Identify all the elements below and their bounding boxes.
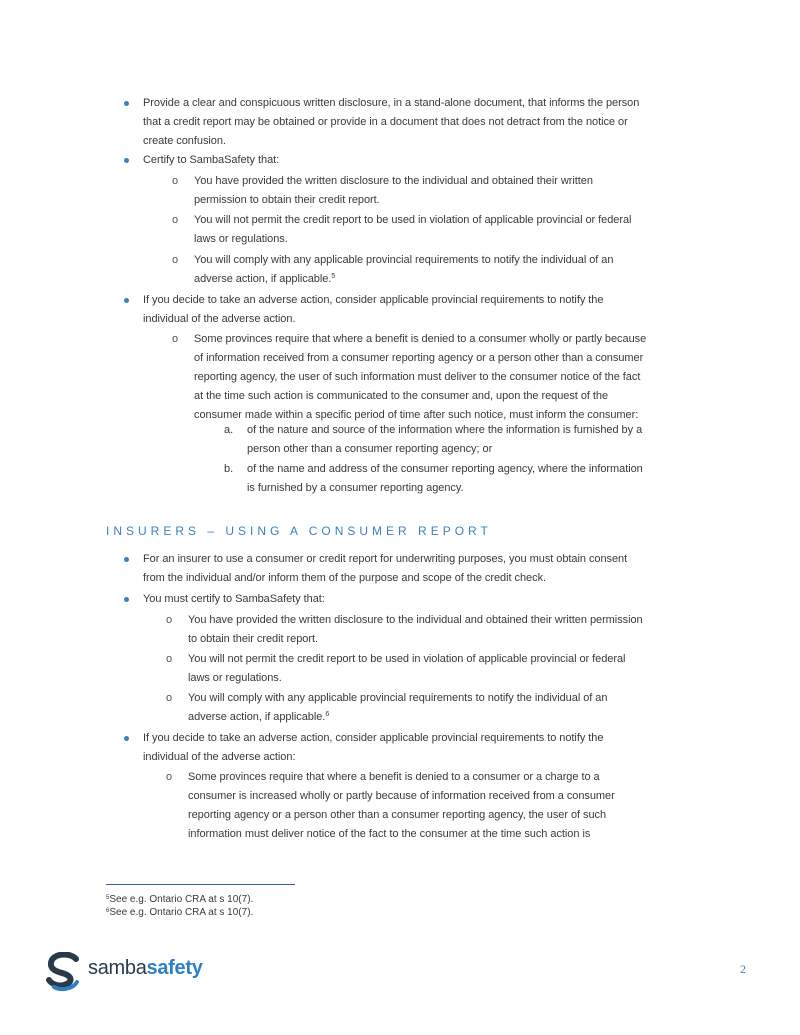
sub-bullet-icon: o bbox=[166, 771, 173, 783]
sub-bullet-icon: o bbox=[172, 333, 179, 345]
sub-bullet-icon: o bbox=[166, 653, 173, 665]
paragraph: If you decide to take an adverse action, consider applicable provincial requirements to notify the individual of the adverse action. bbox=[143, 294, 604, 325]
bullet-icon bbox=[124, 101, 129, 106]
paragraph: Some provinces require that where a benefit is denied to a consumer wholly or partly because of information received from a consumer reporting agency or a person other than a consumer reporting agency, the user of such information must deliver to the consumer notice of the fact at the time such action is communicated to the consumer and, upon the request of the consumer made within a specific period of time after such notice, must inform the consumer: bbox=[194, 333, 647, 421]
footnote-ref: 5 bbox=[331, 273, 336, 280]
footnote: $^6$See e.g. Ontario CRA at s 10(7). bbox=[106, 907, 254, 918]
paragraph: of the name and address of the consumer reporting agency, where the information is furnished by a consumer reporting agency. bbox=[247, 463, 643, 494]
paragraph: You will not permit the credit report to be used in violation of applicable provincial or federal laws or regulations. bbox=[194, 214, 632, 245]
paragraph: You will not permit the credit report to be used in violation of applicable provincial or federal laws or regulations. bbox=[188, 653, 626, 684]
paragraph: Provide a clear and conspicuous written disclosure, in a stand-alone document, that informs the person that a credit report may be obtained or provide in a document that does not detract from the notice or create confusion. bbox=[143, 97, 640, 147]
sub-bullet-icon: o bbox=[172, 254, 179, 266]
paragraph: You will comply with any applicable provincial requirements to notify the individual of an adverse action, if applicable.$^6$ bbox=[188, 692, 608, 723]
paragraph: Some provinces require that where a benefit is denied to a consumer or a charge to a consumer is increased wholly or partly because of information received from a consumer reporting agency or a person other than a consumer reporting agency, the user of such information must deliver notice of the fact to the consumer at the time such action is bbox=[188, 771, 615, 840]
list-marker: a. bbox=[224, 424, 234, 436]
paragraph: You have provided the written disclosure to the individual and obtained their written permission to obtain their credit report. bbox=[188, 614, 643, 645]
sub-bullet-icon: o bbox=[166, 614, 173, 626]
paragraph: You have provided the written disclosure to the individual and obtained their written permission to obtain their credit report. bbox=[194, 175, 593, 206]
bullet-icon bbox=[124, 158, 129, 163]
footnote-divider bbox=[106, 884, 295, 885]
paragraph: For an insurer to use a consumer or credit report for underwriting purposes, you must obtain consent from the individual and/or inform them of the purpose and scope of the credit check. bbox=[143, 553, 628, 584]
sub-bullet-icon: o bbox=[172, 175, 179, 187]
paragraph: You must certify to SambaSafety that: bbox=[143, 593, 325, 605]
paragraph: If you decide to take an adverse action, consider applicable provincial requirements to notify the individual of the adverse action: bbox=[143, 732, 604, 763]
bullet-icon bbox=[124, 597, 129, 602]
footnote-ref: 6 bbox=[325, 711, 330, 718]
sub-bullet-icon: o bbox=[172, 214, 179, 226]
paragraph: of the nature and source of the information where the information is furnished by a person other than a consumer reporting agency; or bbox=[247, 424, 643, 455]
bullet-icon bbox=[124, 736, 129, 741]
footnote: $^5$See e.g. Ontario CRA at s 10(7). bbox=[106, 894, 254, 905]
logo-wordmark: sambasafety bbox=[88, 957, 203, 979]
section-heading: INSURERS – USING A CONSUMER REPORT bbox=[106, 524, 492, 538]
paragraph: You will comply with any applicable provincial requirements to notify the individual of an adverse action, if applicable.$^5$ bbox=[194, 254, 614, 285]
sub-bullet-icon: o bbox=[166, 692, 173, 704]
bullet-icon bbox=[124, 557, 129, 562]
list-marker: b. bbox=[224, 463, 234, 475]
paragraph: Certify to SambaSafety that: bbox=[143, 154, 280, 166]
bullet-icon bbox=[124, 298, 129, 303]
sambasafety-logo-icon bbox=[46, 952, 82, 992]
page-number: 2 bbox=[740, 962, 746, 976]
